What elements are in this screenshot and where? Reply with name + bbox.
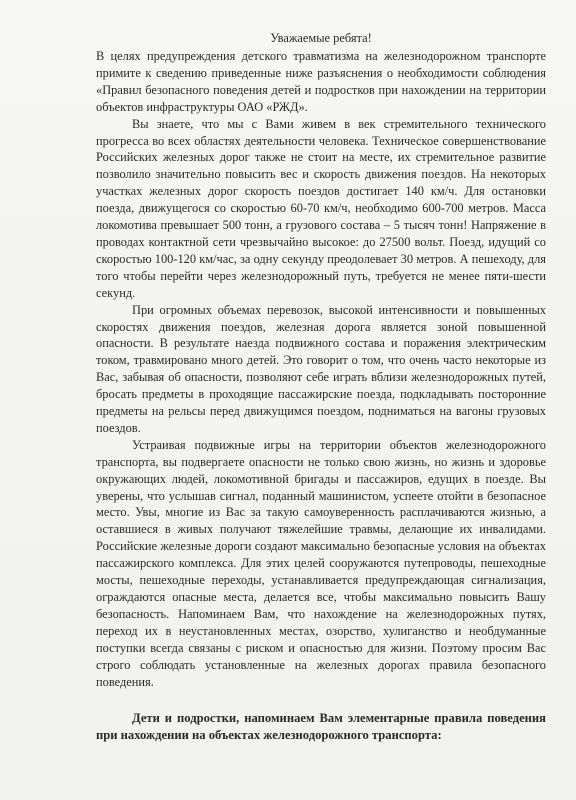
intro-paragraph: В целях предупреждения детского травматизма на железнодорожном транспорте примите к сведению приведенные ниже разъяснения о необходимости соблюдения «Правил безопасного поведения детей и подростков при нахождении на территории объектов инфраструктуры ОАО «РЖД».: [96, 49, 546, 114]
body-paragraph-danger-zone: При огромных объемах перевозок, высокой интенсивности и повышенных скоростях движения поездов, железная дорога является зоной повышенной опасности. В результате наезда подвижного состава и поражения электрическим током, травмировано много детей. Это говорит о том, что очень часто некоторые из Вас, забывая об опасности, позволяют себе играть вблизи железнодорожных путей, бросать предметы в проходящие пассажирские поезда, подкладывать посторонние предметы на рельсы перед движущимся поездом, подниматься на вагоны грузовых поездов.: [96, 302, 546, 435]
body-paragraph-progress: Вы знаете, что мы с Вами живем в век стремительного технического прогресса во всех областях деятельности человека. Техническое совершенствование Российских железных дорог также не стоит на месте, их стремительное развитие позволило значительно повысить вес и скорость движения поездов. На некоторых участках железных дорог скорость поездов достигает 140 км/ч. Для остановки поезда, движущегося со скоростью 60-70 км/ч, необходимо 600-700 метров. Масса локомотива превышает 500 тонн, а грузового состава – 5 тысяч тонн! Напряжение в проводах контактной сети чрезвычайно высокое: до 27500 вольт. Поезд, идущий со скоростью 100-120 км/час, за одну секунду преодолевает 30 метров. А пешеходу, для того чтобы перейти через железнодорожный путь, требуется не менее пяти-шести секунд.: [96, 116, 546, 300]
page-title: Уважаемые ребята!: [270, 31, 372, 45]
body-paragraph-games: Устраивая подвижные игры на территории объектов железнодорожного транспорта, вы подвергаете опасности не только свою жизнь, но жизнь и здоровье окружающих людей, локомотивной бригады и пассажиров, едущих в поезде. Вы уверены, что услышав сигнал, поданный машинистом, успеете отойти в безопасное место. Увы, многие из Вас за такую самоуверенность расплачиваются жизнью, а оставшиеся в живых получают тяжелейшие травмы, делающие их инвалидами. Российские железные дороги создают максимально безопасные условия на объектах пассажирского комплекса. Для этих целей сооружаются путепроводы, пешеходные мосты, пешеходные переходы, устанавливается предупреждающая сигнализация, ограждаются опасные места, делается все, чтобы максимально повысить Вашу безопасность. Напоминаем Вам, что нахождение на железнодорожных путях, переход их в неустановленных местах, озорство, хулиганство и необдуманные поступки всегда связаны с риском и опасностью для жизни. Поэтому просим Вас строго соблюдать установленные на железных дорогах правила безопасного поведения.: [96, 437, 546, 689]
closing-heading: Дети и подростки, напоминаем Вам элементарные правила поведения при нахождении на объектах железнодорожного транспорта:: [96, 711, 546, 743]
